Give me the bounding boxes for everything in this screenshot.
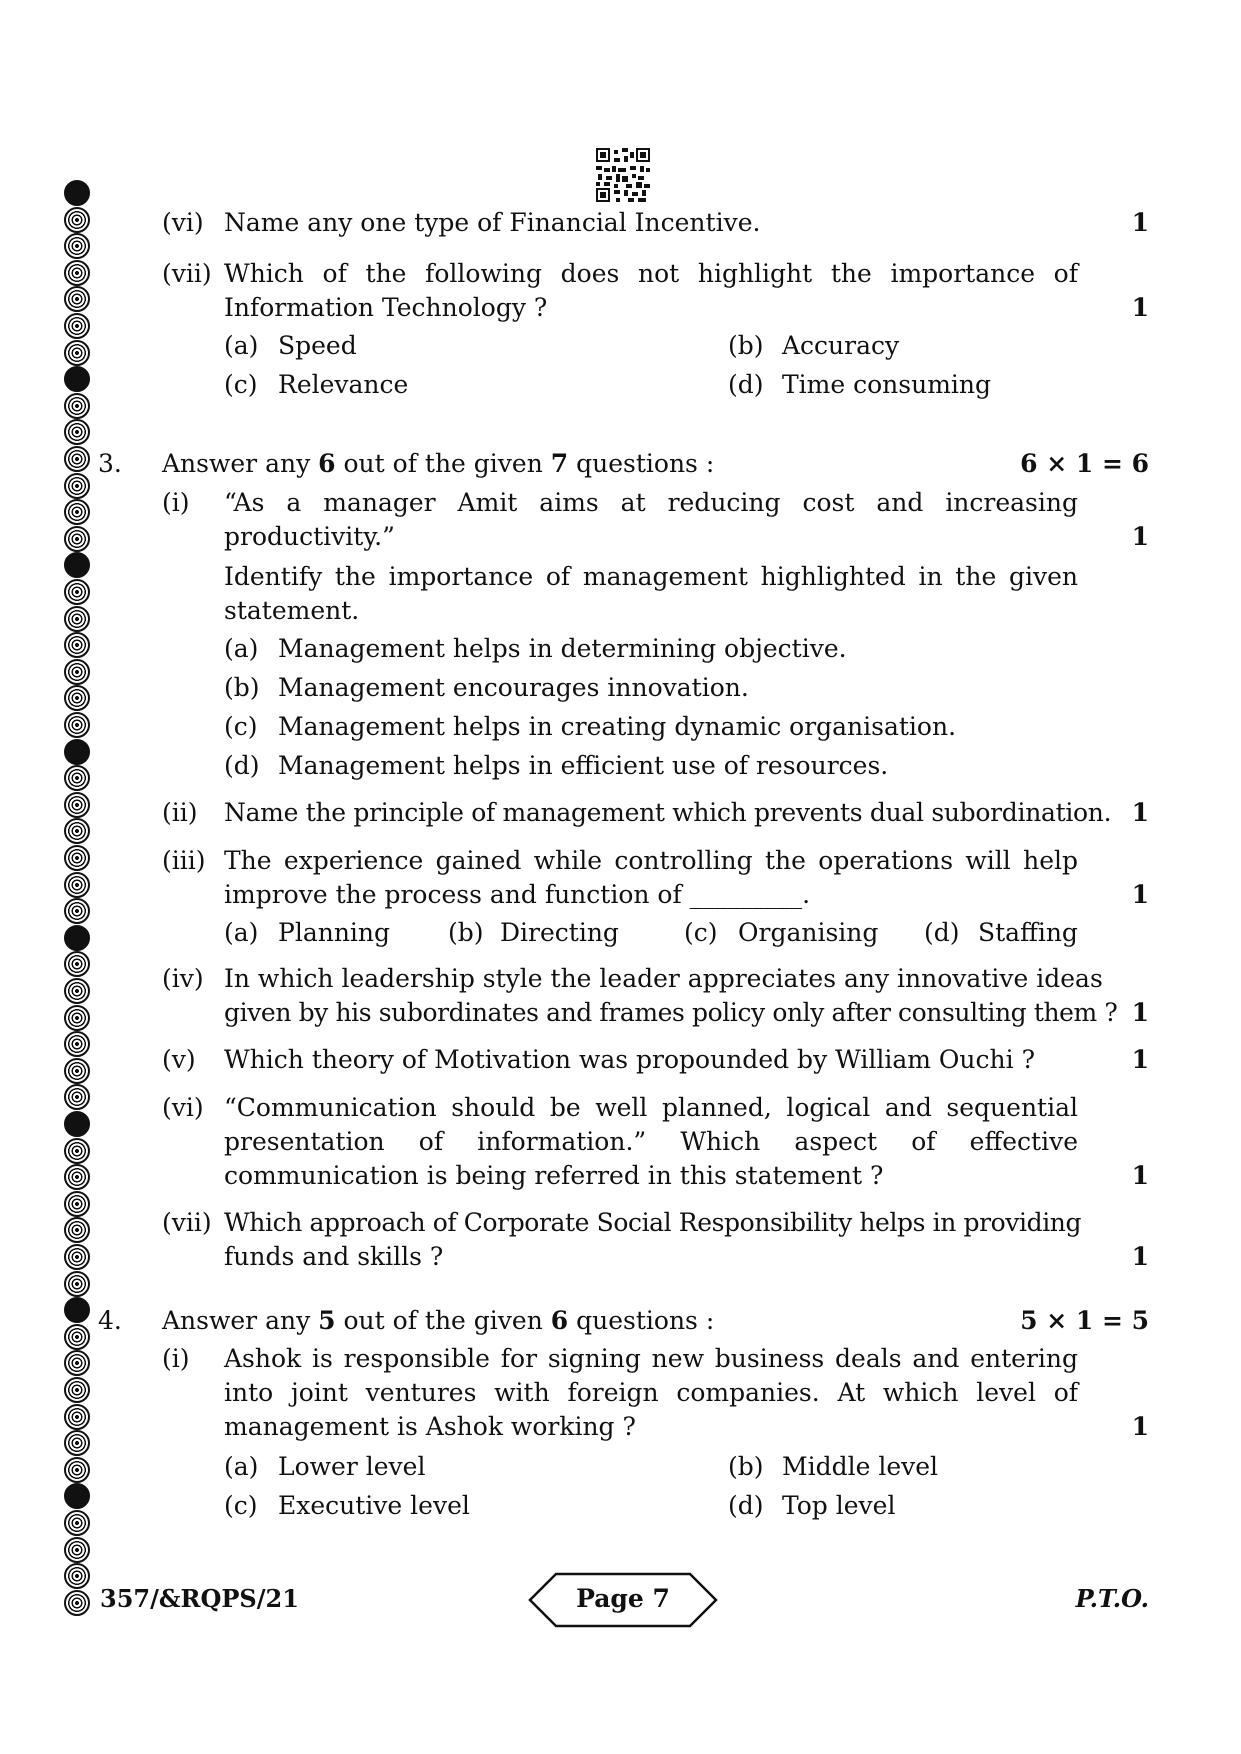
question-text: In which leadership style the leader appreciates any innovative ideas bbox=[224, 964, 1103, 993]
option-text: Speed bbox=[278, 331, 357, 360]
margin-circle-icon bbox=[64, 951, 90, 977]
item-number: (ii) bbox=[162, 798, 198, 827]
margin-circle-icon bbox=[64, 366, 90, 392]
margin-circle-icon bbox=[64, 845, 90, 871]
question-text: Information Technology ? bbox=[224, 293, 548, 322]
margin-circle-icon bbox=[64, 1404, 90, 1430]
margin-circle-icon bbox=[64, 579, 90, 605]
question-text: productivity.” bbox=[224, 522, 395, 551]
question-text: statement. bbox=[224, 596, 360, 625]
section-marks: 5 × 1 = 5 bbox=[1020, 1306, 1149, 1335]
option-text: Directing bbox=[500, 918, 619, 947]
margin-circle-icon bbox=[64, 1271, 90, 1297]
option-text: Accuracy bbox=[782, 331, 900, 360]
option-label: (d) bbox=[728, 370, 764, 399]
question-text: The experience gained while controlling the operations will help bbox=[224, 846, 1078, 875]
option-label: (d) bbox=[224, 751, 260, 780]
margin-circle-icon bbox=[64, 473, 90, 499]
paper-code: 357/&RQPS/21 bbox=[100, 1584, 299, 1613]
option-text: Planning bbox=[278, 918, 391, 947]
item-number: (iii) bbox=[162, 846, 206, 875]
margin-circle-icon bbox=[64, 552, 90, 578]
margin-circle-icon bbox=[64, 712, 90, 738]
margin-circle-icon bbox=[64, 1191, 90, 1217]
option-label: (a) bbox=[224, 918, 259, 947]
margin-circle-icon bbox=[64, 1483, 90, 1509]
margin-circle-icon bbox=[64, 419, 90, 445]
margin-circle-icon bbox=[64, 925, 90, 951]
option-text: Lower level bbox=[278, 1452, 426, 1481]
marks: 1 bbox=[1131, 522, 1149, 551]
margin-circle-icon bbox=[64, 1430, 90, 1456]
marks: 1 bbox=[1131, 798, 1149, 827]
item-number: (vi) bbox=[162, 208, 204, 237]
option-text: Management encourages innovation. bbox=[278, 673, 749, 702]
question-text: communication is being referred in this statement ? bbox=[224, 1161, 884, 1190]
margin-circle-icon bbox=[64, 393, 90, 419]
question-text: management is Ashok working ? bbox=[224, 1412, 636, 1441]
option-text: Organising bbox=[738, 918, 879, 947]
margin-circle-icon bbox=[64, 207, 90, 233]
margin-circle-icon bbox=[64, 1324, 90, 1350]
margin-circle-icon bbox=[64, 1084, 90, 1110]
option-label: (b) bbox=[448, 918, 484, 947]
option-label: (c) bbox=[224, 712, 258, 741]
option-label: (a) bbox=[224, 1452, 259, 1481]
page-number: Page 7 bbox=[576, 1584, 670, 1613]
option-text: Management helps in creating dynamic organisation. bbox=[278, 712, 957, 741]
question-text: “Communication should be well planned, logical and sequential bbox=[224, 1093, 1078, 1122]
margin-circle-icon bbox=[64, 1510, 90, 1536]
marks: 1 bbox=[1131, 1242, 1149, 1271]
question-text: presentation of information.” Which aspect of effective bbox=[224, 1127, 1078, 1156]
page-number-badge bbox=[528, 1572, 718, 1628]
margin-circle-icon bbox=[64, 898, 90, 924]
item-number: (i) bbox=[162, 488, 190, 517]
option-text: Management helps in determining objective. bbox=[278, 634, 847, 663]
question-text: Name the principle of management which prevents dual subordination. bbox=[224, 798, 1112, 827]
option-label: (b) bbox=[728, 1452, 764, 1481]
margin-circle-icon bbox=[64, 739, 90, 765]
margin-circle-icon bbox=[64, 872, 90, 898]
margin-circle-icon bbox=[64, 978, 90, 1004]
margin-circle-icon bbox=[64, 765, 90, 791]
question-text: into joint ventures with foreign companies. At which level of bbox=[224, 1378, 1078, 1407]
marks: 1 bbox=[1131, 1045, 1149, 1074]
marks: 1 bbox=[1131, 208, 1149, 237]
qr-code-icon bbox=[596, 148, 650, 202]
item-number: (i) bbox=[162, 1344, 190, 1373]
question-text: Name any one type of Financial Incentive. bbox=[224, 208, 761, 237]
margin-circle-icon bbox=[64, 1058, 90, 1084]
item-number: (iv) bbox=[162, 964, 204, 993]
margin-circle-icon bbox=[64, 233, 90, 259]
option-label: (c) bbox=[684, 918, 718, 947]
pto-label: P.T.O. bbox=[1075, 1584, 1149, 1613]
option-label: (d) bbox=[924, 918, 960, 947]
margin-circle-icon bbox=[64, 1244, 90, 1270]
margin-circle-icon bbox=[64, 499, 90, 525]
option-label: (c) bbox=[224, 370, 258, 399]
margin-circle-icon bbox=[64, 1590, 90, 1616]
section-marks: 6 × 1 = 6 bbox=[1020, 449, 1149, 478]
margin-circle-icon bbox=[64, 1111, 90, 1137]
margin-circle-icon bbox=[64, 1005, 90, 1031]
option-label: (a) bbox=[224, 331, 259, 360]
margin-circle-icon bbox=[64, 632, 90, 658]
margin-circle-icon bbox=[64, 1164, 90, 1190]
margin-circle-icon bbox=[64, 606, 90, 632]
margin-circle-icon bbox=[64, 340, 90, 366]
option-label: (c) bbox=[224, 1491, 258, 1520]
margin-circle-icon bbox=[64, 1350, 90, 1376]
question-text: Which theory of Motivation was propounded by William Ouchi ? bbox=[224, 1045, 1035, 1074]
option-label: (b) bbox=[728, 331, 764, 360]
option-text: Time consuming bbox=[782, 370, 992, 399]
margin-circle-icon bbox=[64, 180, 90, 206]
question-text: Ashok is responsible for signing new business deals and entering bbox=[224, 1344, 1078, 1373]
margin-circle-icon bbox=[64, 792, 90, 818]
marks: 1 bbox=[1131, 998, 1149, 1027]
option-label: (a) bbox=[224, 634, 259, 663]
marks: 1 bbox=[1131, 1161, 1149, 1190]
marks: 1 bbox=[1131, 293, 1149, 322]
question-text: improve the process and function of _________. bbox=[224, 880, 811, 909]
question-text: funds and skills ? bbox=[224, 1242, 444, 1271]
margin-circle-icon bbox=[64, 659, 90, 685]
margin-circle-icon bbox=[64, 446, 90, 472]
margin-circle-icon bbox=[64, 1563, 90, 1589]
margin-security-circles bbox=[64, 180, 92, 1620]
margin-circle-icon bbox=[64, 1457, 90, 1483]
margin-circle-icon bbox=[64, 685, 90, 711]
option-text: Management helps in efficient use of resources. bbox=[278, 751, 889, 780]
question-text: Which of the following does not highlight the importance of bbox=[224, 259, 1078, 288]
option-text: Relevance bbox=[278, 370, 409, 399]
question-instruction: Answer any 5 out of the given 6 questions : bbox=[162, 1306, 715, 1335]
margin-circle-icon bbox=[64, 1138, 90, 1164]
margin-circle-icon bbox=[64, 1217, 90, 1243]
margin-circle-icon bbox=[64, 1297, 90, 1323]
question-text: Which approach of Corporate Social Responsibility helps in providing bbox=[224, 1208, 1082, 1237]
option-text: Top level bbox=[782, 1491, 896, 1520]
question-number: 4. bbox=[98, 1306, 122, 1335]
margin-circle-icon bbox=[64, 260, 90, 286]
marks: 1 bbox=[1131, 880, 1149, 909]
margin-circle-icon bbox=[64, 286, 90, 312]
item-number: (v) bbox=[162, 1045, 196, 1074]
question-text: Identify the importance of management highlighted in the given bbox=[224, 562, 1078, 591]
margin-circle-icon bbox=[64, 1537, 90, 1563]
option-label: (d) bbox=[728, 1491, 764, 1520]
margin-circle-icon bbox=[64, 818, 90, 844]
margin-circle-icon bbox=[64, 526, 90, 552]
question-instruction: Answer any 6 out of the given 7 questions : bbox=[162, 449, 715, 478]
margin-circle-icon bbox=[64, 1377, 90, 1403]
marks: 1 bbox=[1131, 1412, 1149, 1441]
item-number: (vii) bbox=[162, 259, 212, 288]
question-text: “As a manager Amit aims at reducing cost and increasing bbox=[224, 488, 1078, 517]
item-number: (vii) bbox=[162, 1208, 212, 1237]
option-text: Staffing bbox=[978, 918, 1078, 947]
option-text: Executive level bbox=[278, 1491, 470, 1520]
question-number: 3. bbox=[98, 449, 122, 478]
option-text: Middle level bbox=[782, 1452, 939, 1481]
option-label: (b) bbox=[224, 673, 260, 702]
margin-circle-icon bbox=[64, 313, 90, 339]
question-text: given by his subordinates and frames policy only after consulting them ? bbox=[224, 998, 1118, 1027]
item-number: (vi) bbox=[162, 1093, 204, 1122]
margin-circle-icon bbox=[64, 1031, 90, 1057]
